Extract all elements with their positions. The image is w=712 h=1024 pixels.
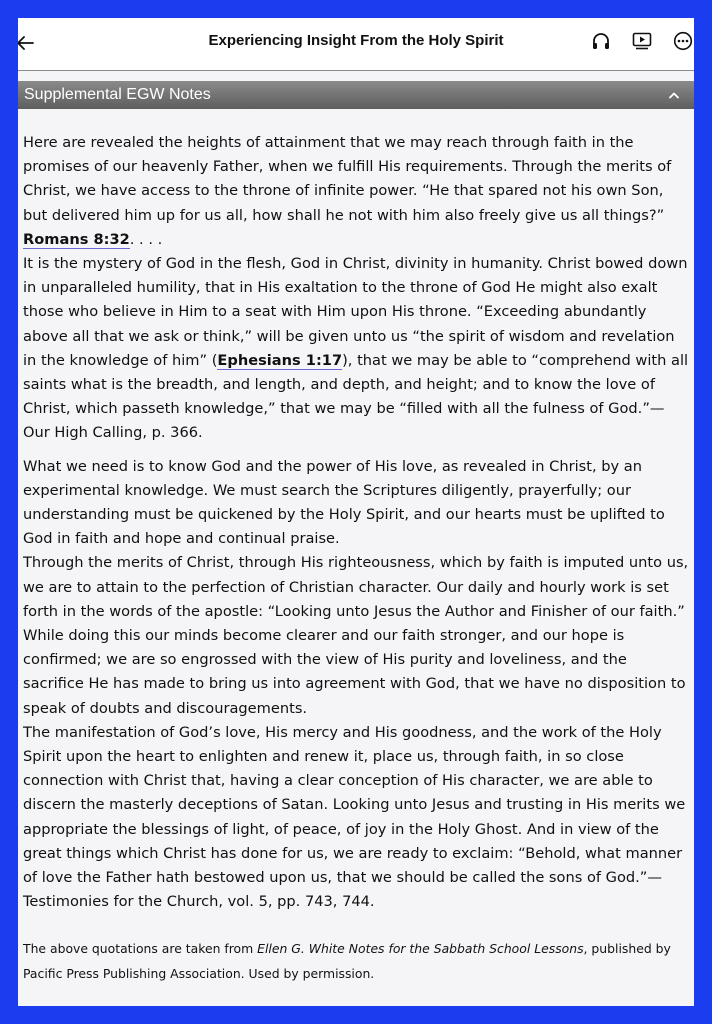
video-button[interactable] [631, 30, 653, 52]
paragraph [23, 252, 691, 446]
section-title: Supplemental EGW Notes [24, 86, 211, 103]
attribution-text: The above quotations are taken from [23, 941, 258, 956]
toolbar-icons [590, 30, 694, 52]
page-title: Experiencing Insight From the Holy Spirit [208, 32, 504, 49]
attribution-text: , published by Pacific Press Publishing Association. Used by permission. [23, 941, 671, 981]
play-video-icon [632, 32, 652, 50]
paragraph-text: ), that we may be able to “comprehend with all saints what is the breadth, and length, and depth, and height; and to know the love of Christ, which passeth knowledge,” that we may be “filled with all the fulness of God.”—Our High Calling, p. 366. [23, 351, 689, 442]
headphones-icon [591, 32, 611, 50]
paragraph-text: Here are revealed the heights of attainment that we may reach through faith in the promises of our heavenly Father, when we fulfill His requirements. Through the merits of Christ, we have access to the throne of infinite power. “He that spared not his own Son, but delivered him up for us all, how shall he not with him also freely give us all things?” [23, 134, 672, 224]
back-button[interactable] [18, 32, 36, 54]
attribution-note [23, 936, 689, 986]
notes-content [23, 131, 691, 915]
scripture-link-romans[interactable]: Romans 8:32 [23, 230, 130, 248]
top-bar [18, 18, 694, 71]
section-header[interactable] [18, 81, 694, 109]
app-frame [18, 18, 694, 1006]
scripture-link-ephesians[interactable]: Ephesians 1:17 [217, 351, 343, 369]
paragraph: Through the merits of Christ, through His righteousness, which by faith is imputed unto us, we are to attain to the perfection of Christian character. Our daily and hourly work is set forth in the words of the apostle: “Looking unto Jesus the Author and Finisher of our faith.” While doing this our minds become clearer and our faith stronger, and our hope is confirmed; we are so engrossed with the view of His purity and loveliness, and the sacrifice He has made to bring us into agreement with God, that we have no disposition to speak of doubts and discouragements. [23, 554, 689, 717]
paragraph: The manifestation of God’s love, His mercy and His goodness, and the work of the Holy Spirit upon the heart to enlighten and renew it, place us, through faith, in so close connection with Christ that, having a clear conception of His character, we are able to discern the masterly deceptions of Satan. Looking unto Jesus and trusting in His merits we appropriate the blessings of light, of peace, of joy in the Holy Ghost. And in view of the great things which Christ has done for us, we are ready to exclaim: “Behold, what manner of love the Father hath bestowed upon us, that we should be called the sons of God.”—Testimonies for the Church, vol. 5, pp. 743, 744. [23, 723, 686, 911]
chevron-up-icon [668, 91, 680, 99]
paragraph-text: It is the mystery of God in the flesh, God in Christ, divinity in humanity. Christ bowed down in unparalleled humility, that in His exaltation to the throne of God He might also exalt those who believe in Him to a seat with Him upon His throne. “Exceeding abundantly above all that we ask or think,” will be given unto us “the spirit of wisdom and revelation in the knowledge of him” ( [23, 255, 688, 369]
more-options-button[interactable] [672, 30, 694, 52]
back-arrow-icon [18, 35, 34, 51]
collapse-button[interactable] [664, 85, 684, 105]
paragraph: What we need is to know God and the power of His love, as revealed in Christ, by an experimental knowledge. We must search the Scriptures diligently, prayerfully; our understanding must be quickened by the Holy Spirit, and our hearts must be uplifted to God in faith and hope and continual praise. [23, 457, 665, 548]
paragraph-text: . . . . [129, 230, 163, 248]
book-title: Ellen G. White Notes for the Sabbath School Lessons [257, 941, 584, 956]
paragraph [23, 131, 691, 252]
audio-button[interactable] [590, 30, 612, 52]
more-options-icon [673, 31, 693, 51]
